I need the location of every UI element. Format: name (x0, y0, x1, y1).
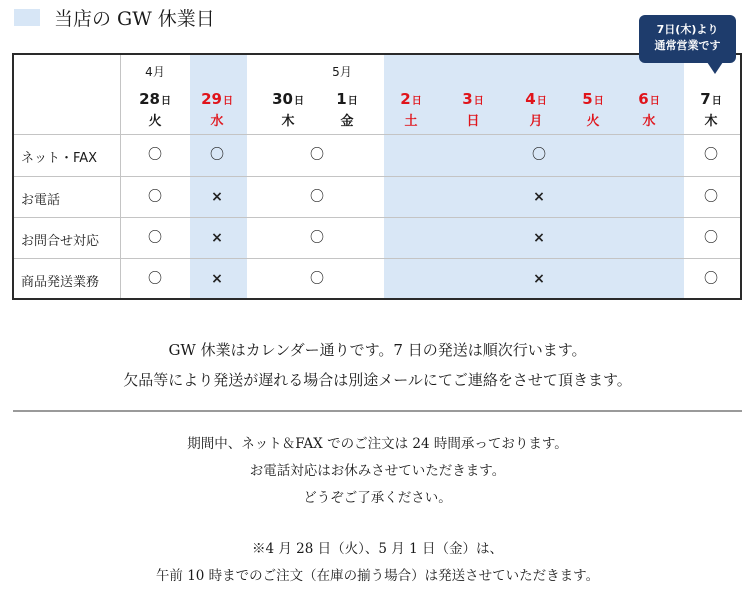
day-number: 29 (201, 90, 222, 108)
weekday-6: 水 (642, 114, 656, 129)
day-3 (462, 89, 483, 108)
day-unit: 日 (293, 96, 304, 107)
availability-mark: 〇 (148, 271, 162, 287)
title-swatch (14, 9, 40, 26)
availability-mark: 〇 (310, 189, 324, 205)
row-label-phone: お電話 (21, 193, 61, 208)
day-number: 1 (336, 90, 347, 108)
availability-mark: × (533, 189, 545, 205)
day-unit: 日 (411, 96, 422, 107)
day-number: 3 (462, 90, 473, 108)
day-6 (638, 89, 659, 108)
availability-mark: 〇 (704, 147, 718, 163)
row-divider (12, 134, 742, 135)
row-divider (12, 176, 742, 177)
row-label-net-fax: ネット・FAX (21, 151, 98, 166)
day-7 (700, 89, 721, 108)
weekday-28: 火 (148, 114, 162, 129)
day-unit: 日 (711, 96, 722, 107)
day-number: 7 (700, 90, 711, 108)
notice-line-5: どうぞご了承ください。 (303, 490, 452, 506)
day-unit: 日 (222, 96, 233, 107)
day-2 (400, 89, 421, 108)
day-5 (582, 89, 603, 108)
table-border-bottom (12, 298, 742, 300)
day-29 (201, 89, 233, 108)
notice-line-3: 期間中、ネット＆FAX でのご注文は 24 時間承っております。 (187, 436, 568, 452)
page-title: 当店の GW 休業日 (54, 8, 215, 30)
row-divider (12, 217, 742, 218)
day-unit: 日 (536, 96, 547, 107)
weekday-30: 木 (281, 114, 295, 129)
availability-mark: 〇 (210, 147, 224, 163)
notice-line-1: GW 休業はカレンダー通りです。7 日の発送は順次行います。 (168, 341, 587, 359)
availability-mark: × (533, 230, 545, 246)
day-number: 30 (272, 90, 293, 108)
section-divider (13, 410, 742, 412)
weekday-4: 月 (529, 114, 543, 129)
month-may: 5月 (332, 65, 352, 79)
callout-line-2: 通常営業です (654, 39, 721, 52)
notice-line-6: ※4 月 28 日（火）、5 月 1 日（金）は、 (252, 541, 503, 557)
table-border-left (12, 53, 14, 300)
availability-mark: × (211, 271, 223, 287)
availability-mark: 〇 (310, 271, 324, 287)
availability-mark: 〇 (704, 189, 718, 205)
row-label-shipping: 商品発送業務 (21, 275, 100, 290)
availability-mark: 〇 (532, 147, 546, 163)
day-unit: 日 (649, 96, 660, 107)
availability-mark: 〇 (148, 147, 162, 163)
row-divider (12, 258, 742, 259)
day-number: 6 (638, 90, 649, 108)
day-28 (139, 89, 171, 108)
weekday-7: 木 (704, 114, 718, 129)
day-30 (272, 89, 304, 108)
day-number: 28 (139, 90, 160, 108)
day-unit: 日 (593, 96, 604, 107)
normal-business-callout (639, 15, 736, 63)
label-column-divider (120, 53, 121, 300)
weekday-29: 水 (210, 114, 224, 129)
callout-line-1: 7日(木)より (656, 23, 719, 36)
availability-mark: 〇 (310, 147, 324, 163)
day-1 (336, 89, 357, 108)
availability-mark: 〇 (148, 230, 162, 246)
availability-mark: × (211, 230, 223, 246)
day-4 (525, 89, 546, 108)
availability-mark: × (533, 271, 545, 287)
weekday-3: 日 (466, 114, 480, 129)
callout-pointer (707, 62, 723, 74)
weekday-5: 火 (586, 114, 600, 129)
availability-mark: 〇 (148, 189, 162, 205)
availability-mark: × (211, 189, 223, 205)
day-number: 4 (525, 90, 536, 108)
holiday-schedule-table (12, 53, 742, 300)
notice-line-2: 欠品等により発送が遅れる場合は別途メールにてご連絡をさせて頂きます。 (123, 371, 632, 389)
availability-mark: 〇 (704, 230, 718, 246)
day-number: 5 (582, 90, 593, 108)
day-unit: 日 (473, 96, 484, 107)
availability-mark: 〇 (310, 230, 324, 246)
month-april: 4月 (145, 65, 165, 79)
day-unit: 日 (347, 96, 358, 107)
availability-mark: 〇 (704, 271, 718, 287)
weekday-2: 土 (404, 114, 418, 129)
notice-line-4: お電話対応はお休みさせていただきます。 (249, 463, 506, 479)
row-label-inquiry: お問合せ対応 (21, 234, 100, 249)
weekday-1: 金 (340, 114, 354, 129)
table-border-top (12, 53, 742, 55)
day-number: 2 (400, 90, 411, 108)
notice-line-7: 午前 10 時までのご注文（在庫の揃う場合）は発送させていただきます。 (155, 568, 600, 584)
table-border-right (740, 53, 742, 300)
day-unit: 日 (160, 96, 171, 107)
